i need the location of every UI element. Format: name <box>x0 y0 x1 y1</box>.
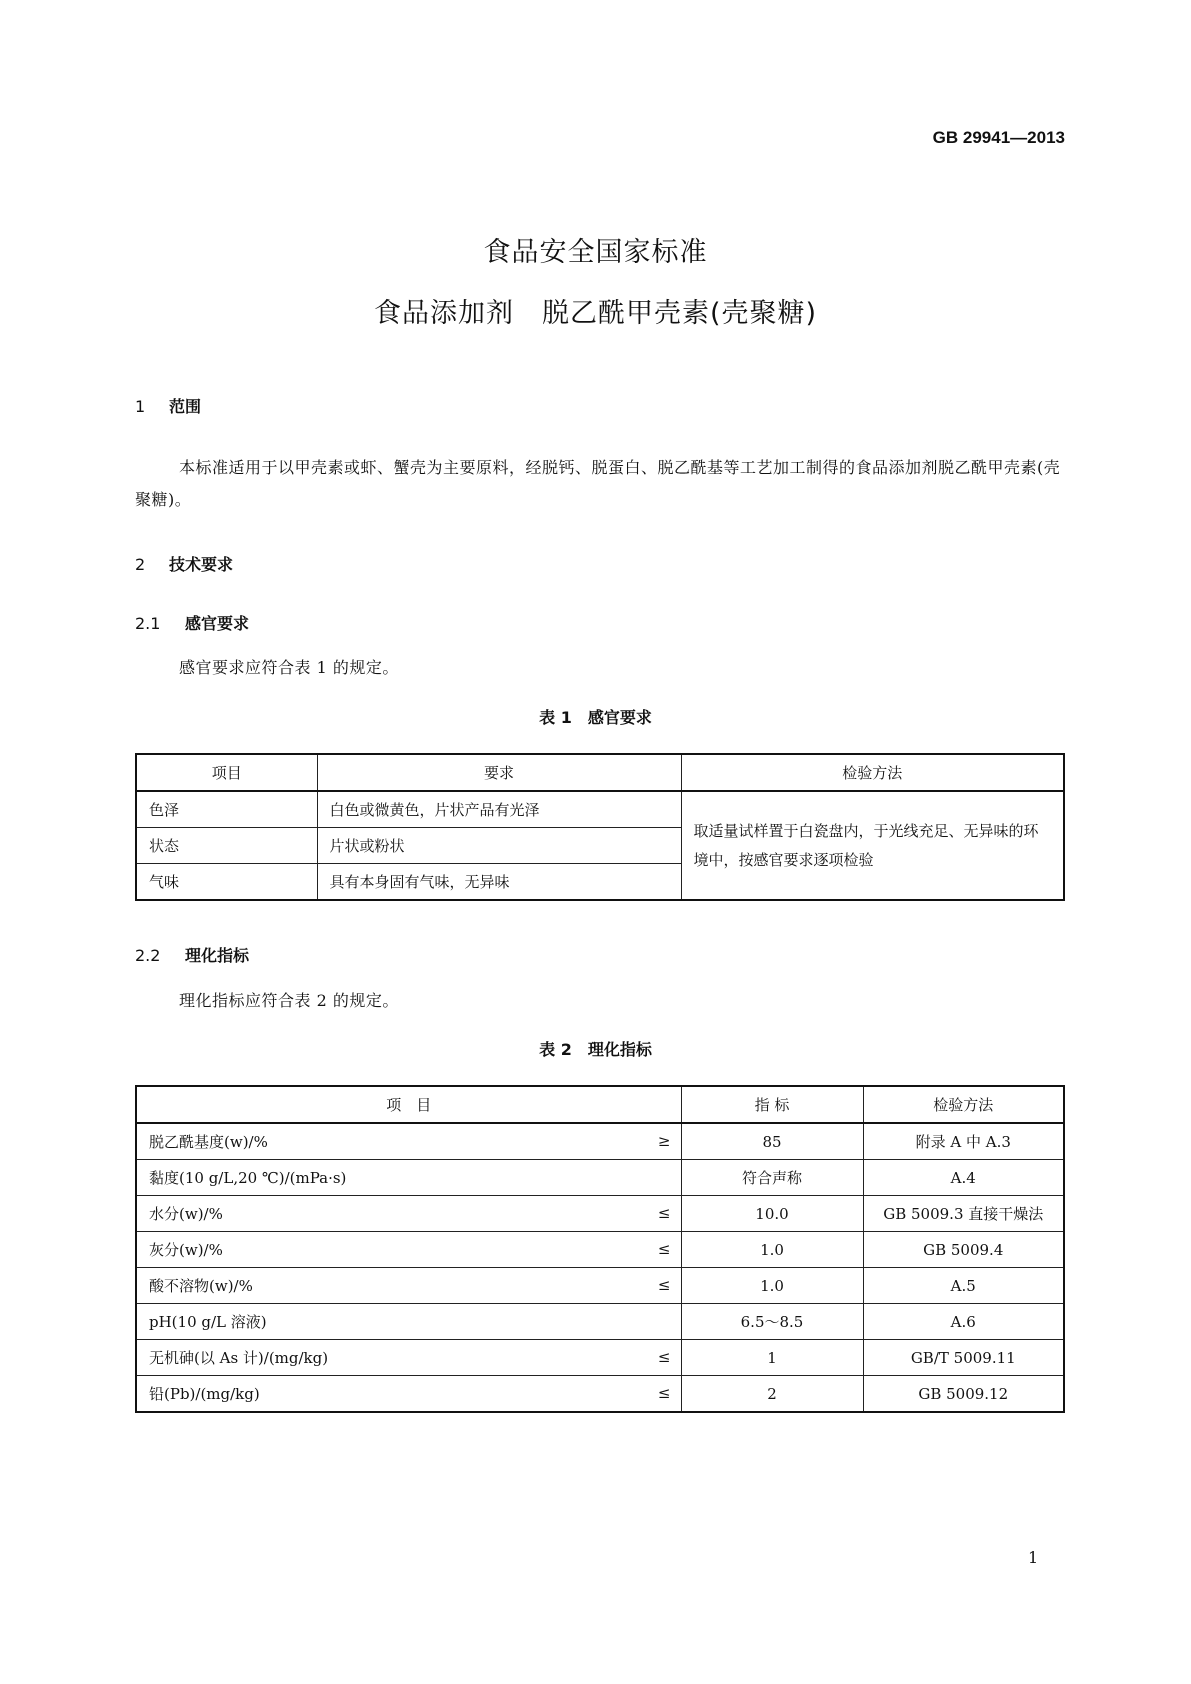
comparison-operator: ≤ <box>657 1204 671 1222</box>
method-cell: A.4 <box>863 1160 1064 1196</box>
table-header-row <box>136 754 1064 791</box>
comparison-operator: ≤ <box>657 1240 671 1258</box>
section-number: 2 <box>135 555 146 574</box>
method-cell: A.6 <box>863 1304 1064 1340</box>
table-2-caption: 表 2 理化指标 <box>539 1040 652 1059</box>
comparison-operator: ≥ <box>657 1132 671 1150</box>
item-label: 酸不溶物(w)/% <box>149 1277 253 1295</box>
sensory-table <box>135 753 1065 901</box>
section-number: 2.2 <box>135 946 161 965</box>
item-cell <box>136 1123 681 1160</box>
section-title: 范围 <box>169 397 202 416</box>
value-cell: 符合声称 <box>681 1160 863 1196</box>
table-row <box>136 791 1064 828</box>
requirement-cell: 片状或粉状 <box>317 828 681 864</box>
table-header-row <box>136 1086 1064 1123</box>
table-row <box>136 1196 1064 1232</box>
value-cell: 10.0 <box>681 1196 863 1232</box>
comparison-operator: ≤ <box>657 1384 671 1402</box>
header-value: 指 标 <box>681 1086 863 1123</box>
table-1-caption: 表 1 感官要求 <box>539 708 652 727</box>
method-cell: A.5 <box>863 1268 1064 1304</box>
section-2-1-heading <box>135 611 249 634</box>
section-2-2-heading <box>135 943 249 966</box>
physicochemical-table <box>135 1085 1065 1413</box>
comparison-operator: ≤ <box>657 1276 671 1294</box>
item-cell: 气味 <box>136 864 317 901</box>
value-cell: 6.5～8.5 <box>681 1304 863 1340</box>
header-item: 项目 <box>136 754 317 791</box>
section-1-heading <box>135 394 201 417</box>
item-cell <box>136 1232 681 1268</box>
item-cell <box>136 1304 681 1340</box>
value-cell: 2 <box>681 1376 863 1413</box>
value-cell: 1.0 <box>681 1268 863 1304</box>
table-row <box>136 1376 1064 1413</box>
item-label: 水分(w)/% <box>149 1205 223 1223</box>
item-cell <box>136 1340 681 1376</box>
section-title: 理化指标 <box>185 946 250 965</box>
method-cell: GB/T 5009.11 <box>863 1340 1064 1376</box>
item-label: 灰分(w)/% <box>149 1241 223 1259</box>
section-2-heading <box>135 552 233 575</box>
table-row <box>136 1340 1064 1376</box>
item-cell: 色泽 <box>136 791 317 828</box>
method-cell: GB 5009.12 <box>863 1376 1064 1413</box>
item-cell <box>136 1160 681 1196</box>
header-requirement: 要求 <box>317 754 681 791</box>
section-number: 1 <box>135 397 146 416</box>
item-cell <box>136 1268 681 1304</box>
header-method: 检验方法 <box>863 1086 1064 1123</box>
header-item: 项 目 <box>136 1086 681 1123</box>
value-cell: 1 <box>681 1340 863 1376</box>
requirement-cell: 白色或微黄色，片状产品有光泽 <box>317 791 681 828</box>
section-2-2-text: 理化指标应符合表 2 的规定。 <box>179 991 399 1010</box>
item-label: 黏度(10 g/L,20 ℃)/(mPa·s) <box>149 1169 347 1187</box>
table-row <box>136 1304 1064 1340</box>
item-cell: 状态 <box>136 828 317 864</box>
comparison-operator: ≤ <box>657 1348 671 1366</box>
item-label: 铅(Pb)/(mg/kg) <box>149 1385 260 1403</box>
table-row <box>136 1160 1064 1196</box>
document-title: 食品安全国家标准 <box>483 237 708 268</box>
section-1-text: 本标准适用于以甲壳素或虾、蟹壳为主要原料，经脱钙、脱蛋白、脱乙酰基等工艺加工制得的食品添加剂脱乙酰甲壳素(壳聚糖)。 <box>135 458 1061 509</box>
page-number: 1 <box>1028 1548 1039 1567</box>
requirement-cell: 具有本身固有气味，无异味 <box>317 864 681 901</box>
item-label: 无机砷(以 As 计)/(mg/kg) <box>149 1349 329 1367</box>
method-cell: GB 5009.3 直接干燥法 <box>863 1196 1064 1232</box>
header-method: 检验方法 <box>681 754 1064 791</box>
value-cell: 85 <box>681 1123 863 1160</box>
section-number: 2.1 <box>135 614 161 633</box>
document-subtitle: 食品添加剂 脱乙酰甲壳素(壳聚糖) <box>373 298 818 329</box>
method-cell: 附录 A 中 A.3 <box>863 1123 1064 1160</box>
value-cell: 1.0 <box>681 1232 863 1268</box>
section-2-1-text: 感官要求应符合表 1 的规定。 <box>179 658 399 677</box>
method-cell: GB 5009.4 <box>863 1232 1064 1268</box>
table-row <box>136 1268 1064 1304</box>
table-row <box>136 1123 1064 1160</box>
standard-number: GB 29941—2013 <box>932 128 1065 147</box>
table-row <box>136 1232 1064 1268</box>
item-cell <box>136 1196 681 1232</box>
method-cell: 取适量试样置于白瓷盘内，于光线充足、无异味的环境中，按感官要求逐项检验 <box>681 791 1064 900</box>
section-title: 感官要求 <box>185 614 250 633</box>
item-label: pH(10 g/L 溶液) <box>149 1313 267 1331</box>
section-title: 技术要求 <box>169 555 234 574</box>
item-label: 脱乙酰基度(w)/% <box>149 1133 268 1151</box>
item-cell <box>136 1376 681 1413</box>
